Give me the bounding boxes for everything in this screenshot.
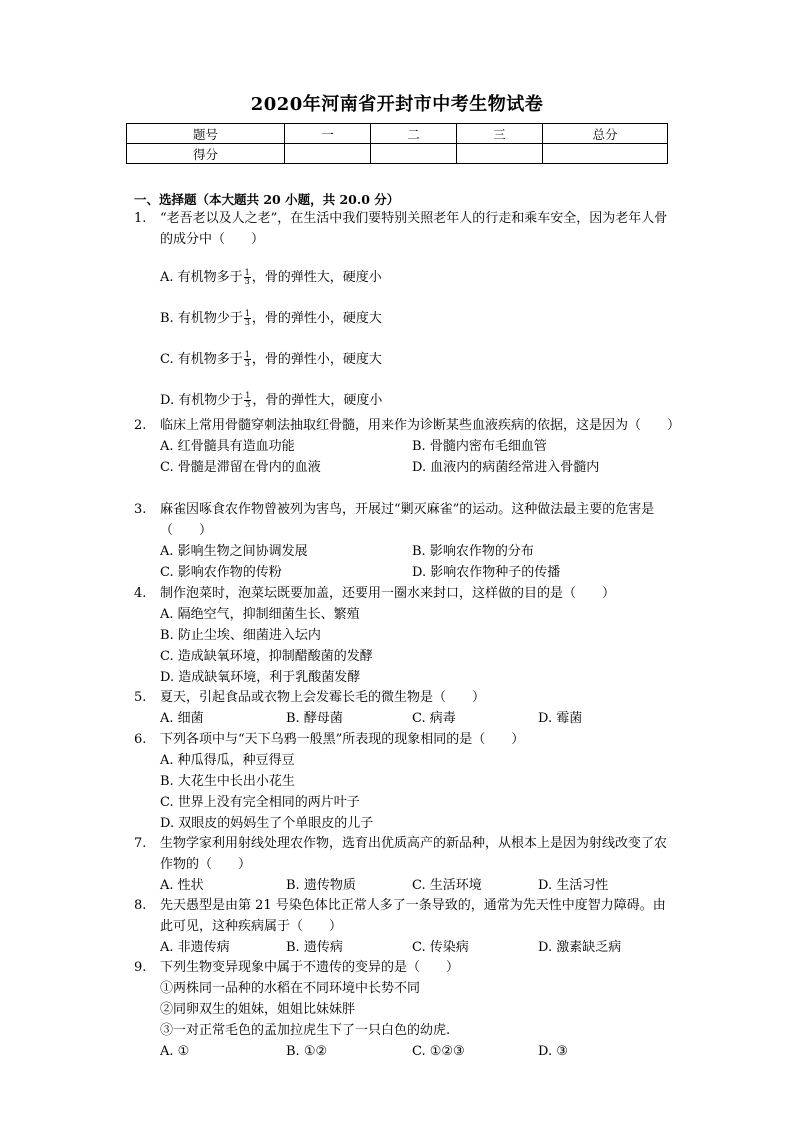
option-a: A. 非遗传病 xyxy=(160,940,230,955)
option-a: A. 隔绝空气，抑制细菌生长、繁殖 xyxy=(160,607,360,622)
question-stem: 下列各项中与“天下乌鸦一般黑”所表现的现象相同的是（ ） xyxy=(160,732,525,747)
question-7 xyxy=(134,833,674,896)
option-d: D. 霉菌 xyxy=(538,711,583,726)
question-number: 2. xyxy=(134,418,147,433)
question-stem: 临床上常用骨髓穿刺法抽取红骨髓，用来作为诊断某些血液疾病的依据，这是因为（ ） xyxy=(160,418,681,433)
question-number: 6. xyxy=(134,732,147,747)
statement-item: ②同卵双生的姐妹，姐姐比妹妹胖 xyxy=(160,1002,356,1017)
option-a: A. 性状 xyxy=(160,878,204,893)
option-a: A. 细菌 xyxy=(160,711,204,726)
section-heading: 一、选择题（本大题共 20 小题，共 20.0 分） xyxy=(134,192,400,207)
question-number: 4. xyxy=(134,586,147,601)
option-b: B. 防止尘埃、细菌进入坛内 xyxy=(160,628,321,643)
exam-title: 2020年河南省开封市中考生物试卷 xyxy=(250,94,544,115)
question-stem: 下列生物变异现象中属于不遗传的变异的是（ ） xyxy=(160,960,460,975)
question-3 xyxy=(134,499,674,583)
option-c: C. 生活环境 xyxy=(412,878,482,893)
option-c: C. 传染病 xyxy=(412,940,469,955)
option-b: B. 有机物少于 $\frac{1}{3}$ ，骨的弹性小，硬度大 xyxy=(160,309,382,327)
option-c: C. 有机物多于 $\frac{1}{3}$ ，骨的弹性小，硬度大 xyxy=(160,350,382,368)
fraction: $\frac{1}{3}$ xyxy=(245,391,251,409)
score-input-cell xyxy=(371,144,457,164)
option-c: C. 世界上没有完全相同的两片叶子 xyxy=(160,795,360,810)
question-6 xyxy=(134,729,674,834)
option-b: B. 影响农作物的分布 xyxy=(412,544,534,559)
question-stem: 生物学家利用射线处理农作物，选育出优质高产的新品种，从根本上是因为射线改变了农作物的（ ） xyxy=(160,836,668,872)
question-stem: 夏天，引起食品或衣物上会发霉长毛的微生物是（ ） xyxy=(160,690,486,705)
question-1 xyxy=(134,208,674,411)
option-a: A. 影响生物之间协调发展 xyxy=(160,544,308,559)
score-table-score-row xyxy=(127,144,668,164)
option-c: C. 病毒 xyxy=(412,711,456,726)
question-number: 7. xyxy=(134,836,147,851)
question-9 xyxy=(134,957,674,1062)
question-4 xyxy=(134,583,674,688)
option-b: B. 骨髓内密布毛细血管 xyxy=(412,439,547,454)
score-input-cell xyxy=(457,144,543,164)
option-b: B. 遗传病 xyxy=(286,940,343,955)
score-table-cell: 总分 xyxy=(543,124,668,144)
fraction: $\frac{1}{3}$ xyxy=(244,350,250,368)
statement-item: ③一对正常毛色的孟加拉虎生下了一只白色的幼虎. xyxy=(160,1023,451,1038)
option-c: C. ①②③ xyxy=(412,1044,465,1059)
score-table-cell: 三 xyxy=(457,124,543,144)
option-d: D. ③ xyxy=(538,1044,568,1059)
option-c: C. 骨髓是滞留在骨内的血液 xyxy=(160,460,321,475)
question-8 xyxy=(134,895,674,958)
question-stem: 麻雀因啄食农作物曾被列为害鸟，开展过“剿灭麻雀”的运动。这种做法最主要的危害是（ ） xyxy=(160,502,655,538)
option-c: C. 造成缺氧环境，抑制醋酸菌的发酵 xyxy=(160,649,373,664)
score-table xyxy=(126,123,668,164)
option-d: D. 双眼皮的妈妈生了个单眼皮的儿子 xyxy=(160,816,374,831)
option-a: A. 种瓜得瓜，种豆得豆 xyxy=(160,753,295,768)
question-number: 5. xyxy=(134,690,147,705)
fraction: $\frac{1}{3}$ xyxy=(244,268,250,286)
statement-item: ①两株同一品种的水稻在不同环境中长势不同 xyxy=(160,981,421,996)
score-input-cell xyxy=(543,144,668,164)
option-c: C. 影响农作物的传粉 xyxy=(160,565,282,580)
question-stem: 制作泡菜时，泡菜坛既要加盖，还要用一圈水来封口，这样做的目的是（ ） xyxy=(160,586,616,601)
option-a: A. 红骨髓具有造血功能 xyxy=(160,439,295,454)
score-table-cell: 一 xyxy=(285,124,371,144)
question-number: 1. xyxy=(134,211,147,226)
option-b: B. 大花生中长出小花生 xyxy=(160,774,295,789)
option-d: D. 生活习性 xyxy=(538,878,609,893)
option-b: B. 遗传物质 xyxy=(286,878,356,893)
option-d: D. 有机物少于 $\frac{1}{3}$ ，骨的弹性大，硬度小 xyxy=(160,391,383,409)
option-d: D. 影响农作物种子的传播 xyxy=(412,565,561,580)
question-stem: “老吾老以及人之老”，在生活中我们要特别关照老年人的行走和乘车安全，因为老年人骨的成分中（ ） xyxy=(160,211,668,247)
fraction: $\frac{1}{3}$ xyxy=(244,309,250,327)
score-table-header-row xyxy=(127,124,668,144)
option-b: B. ①② xyxy=(286,1044,328,1059)
question-number: 3. xyxy=(134,502,147,517)
score-table-cell: 得分 xyxy=(127,144,285,164)
question-2 xyxy=(134,415,681,478)
option-d: D. 造成缺氧环境，利于乳酸菌发酵 xyxy=(160,670,361,685)
question-5 xyxy=(134,687,674,729)
question-number: 9. xyxy=(134,960,147,975)
option-a: A. ① xyxy=(160,1044,190,1059)
score-table-cell: 题号 xyxy=(127,124,285,144)
option-d: D. 血液内的病菌经常进入骨髓内 xyxy=(412,460,600,475)
option-a: A. 有机物多于 $\frac{1}{3}$ ，骨的弹性大，硬度小 xyxy=(160,268,382,286)
option-b: B. 酵母菌 xyxy=(286,711,343,726)
score-table-cell: 二 xyxy=(371,124,457,144)
option-d: D. 激素缺乏病 xyxy=(538,940,622,955)
question-number: 8. xyxy=(134,898,147,913)
question-stem: 先天愚型是由第 21 号染色体比正常人多了一条导致的，通常为先天性中度智力障碍。由此可见，这种疾病属于（ ） xyxy=(160,898,666,934)
score-input-cell xyxy=(285,144,371,164)
